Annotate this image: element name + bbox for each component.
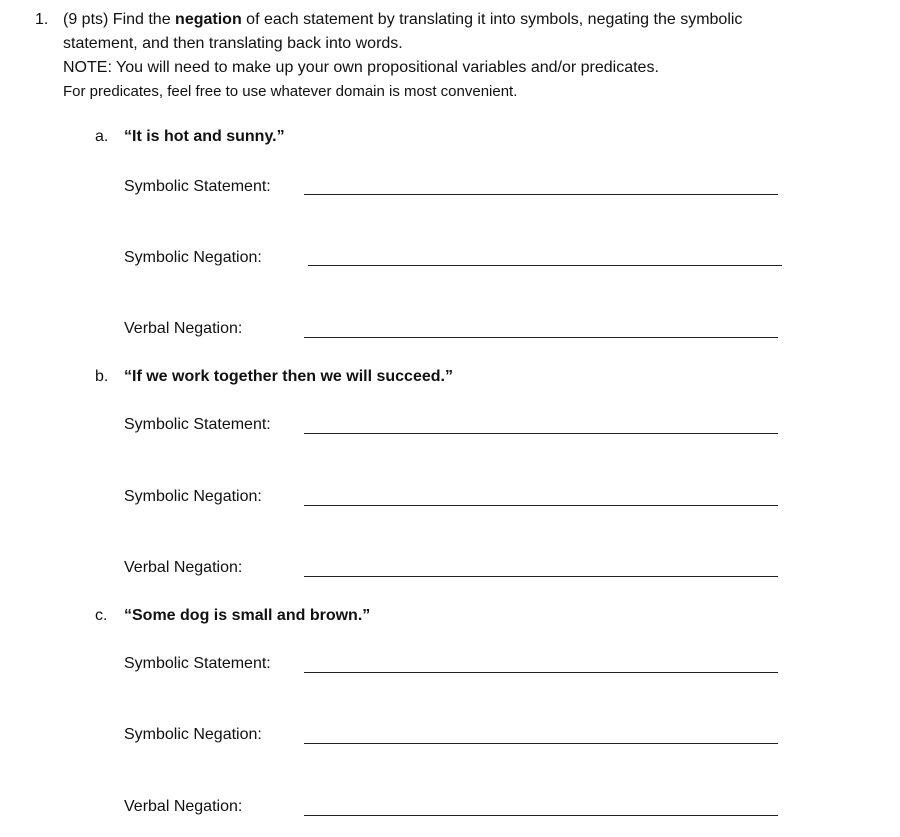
note-line: NOTE: You will need to make up your own propositional variables and/or predicates.	[63, 59, 659, 76]
part-a-symbolic-statement-label: Symbolic Statement:	[124, 178, 271, 195]
instruction-prefix: (9 pts) Find the	[63, 11, 176, 28]
part-c-verbal-negation-label: Verbal Negation:	[124, 798, 243, 815]
part-b-symbolic-statement-blank[interactable]	[304, 433, 778, 434]
part-b-letter: b.	[95, 368, 109, 385]
predicate-note-line: For predicates, feel free to use whatever domain is most convenient.	[63, 83, 518, 100]
question-instructions	[63, 8, 823, 104]
negation-keyword: negation	[175, 11, 242, 28]
part-a-symbolic-statement-blank[interactable]	[304, 194, 778, 195]
part-b-symbolic-statement-label: Symbolic Statement:	[124, 416, 271, 433]
part-c-symbolic-statement-label: Symbolic Statement:	[124, 655, 271, 672]
question-number: 1.	[35, 11, 49, 28]
part-c-symbolic-statement-blank[interactable]	[304, 672, 778, 673]
instruction-line-1	[63, 8, 823, 32]
part-b-statement: “If we work together then we will succeed.”	[124, 368, 453, 385]
part-b-verbal-negation-label: Verbal Negation:	[124, 559, 243, 576]
instruction-line-2: statement, and then translating back into words.	[63, 35, 403, 52]
part-b-symbolic-negation-label: Symbolic Negation:	[124, 488, 262, 505]
part-a-statement: “It is hot and sunny.”	[124, 128, 285, 145]
part-c-symbolic-negation-label: Symbolic Negation:	[124, 726, 262, 743]
part-c-verbal-negation-blank[interactable]	[304, 815, 778, 816]
part-a-verbal-negation-blank[interactable]	[304, 337, 778, 338]
part-c-statement: “Some dog is small and brown.”	[124, 607, 371, 624]
part-b-symbolic-negation-blank[interactable]	[304, 505, 778, 506]
part-b-verbal-negation-blank[interactable]	[304, 576, 778, 577]
part-c-symbolic-negation-blank[interactable]	[304, 743, 778, 744]
part-a-symbolic-negation-blank[interactable]	[308, 265, 782, 266]
part-a-letter: a.	[95, 128, 109, 145]
part-a-verbal-negation-label: Verbal Negation:	[124, 320, 243, 337]
part-a-symbolic-negation-label: Symbolic Negation:	[124, 249, 262, 266]
part-c-letter: c.	[95, 607, 108, 624]
instruction-suffix: of each statement by translating it into symbols, negating the symbolic	[241, 11, 743, 28]
